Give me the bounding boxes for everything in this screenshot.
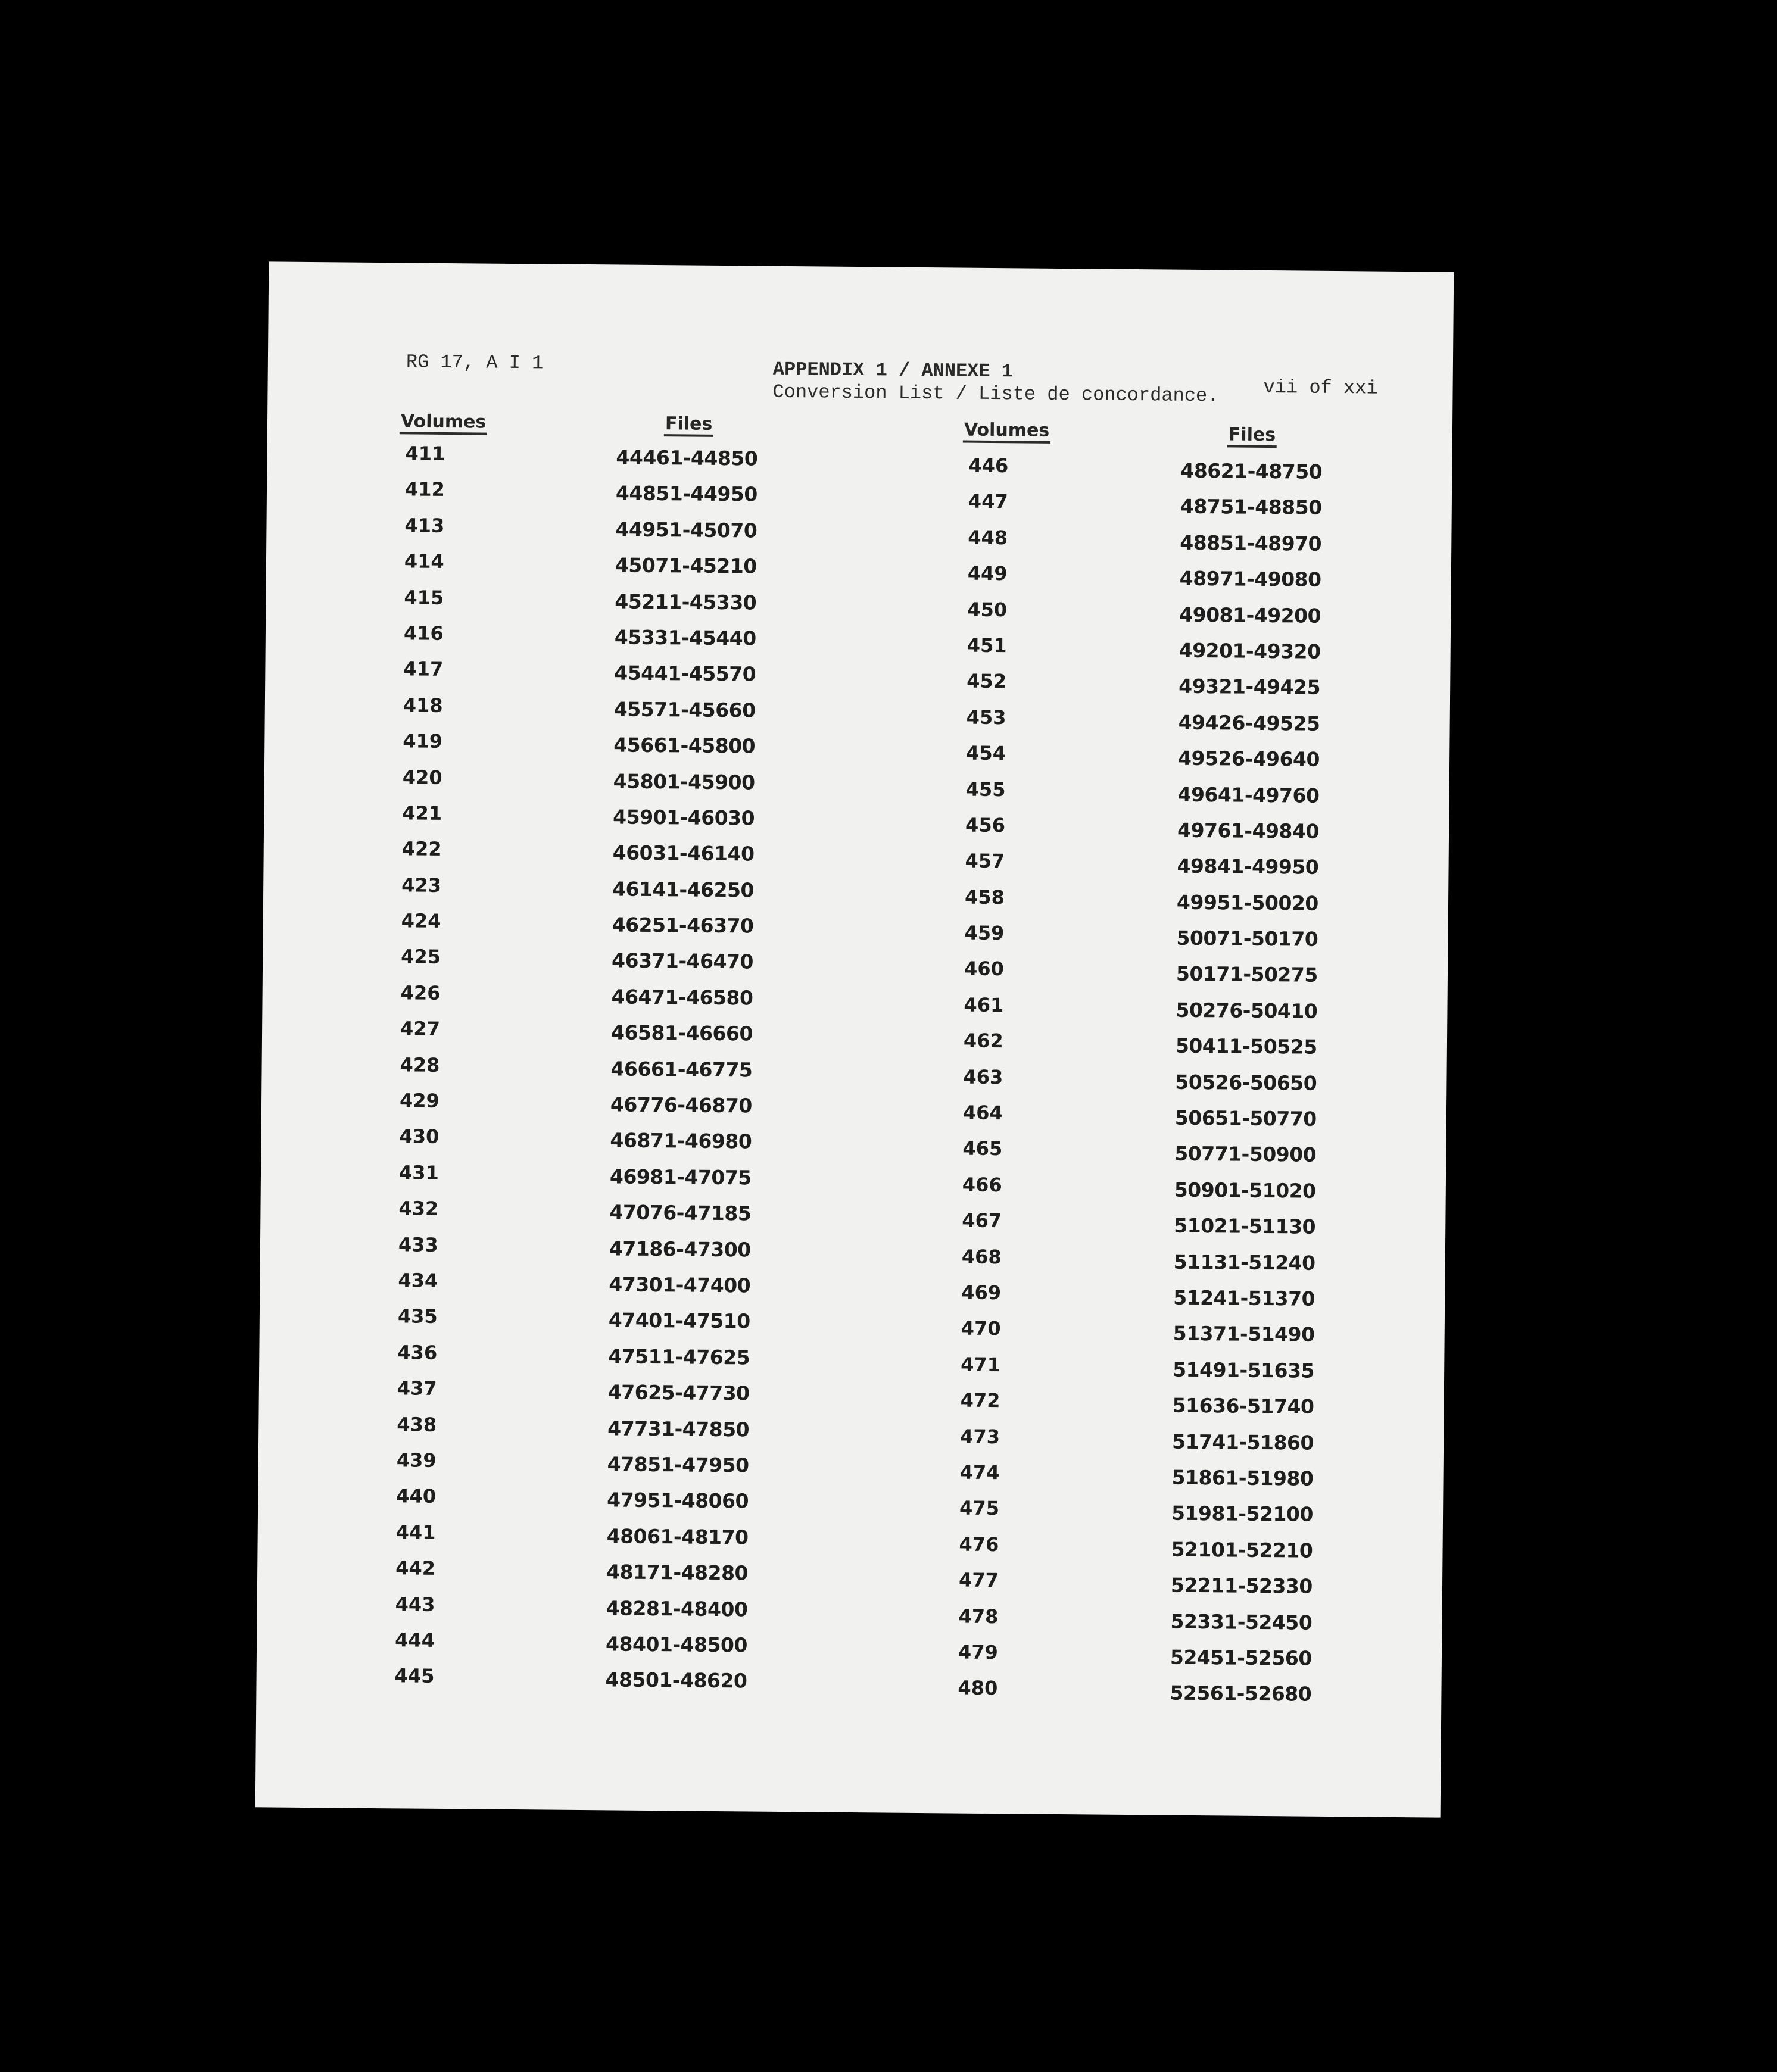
file-range: 49641-49760 <box>1177 782 1320 807</box>
volume-number: 459 <box>964 921 1005 945</box>
volume-number: 411 <box>405 442 445 465</box>
left-volumes-column <box>394 435 445 1694</box>
file-range: 50411-50525 <box>1175 1034 1317 1059</box>
volume-number: 468 <box>961 1245 1002 1268</box>
volume-number: 433 <box>398 1232 438 1256</box>
file-range: 45211-45330 <box>615 589 757 614</box>
volume-number: 420 <box>402 765 442 789</box>
file-range: 47951-48060 <box>607 1488 749 1513</box>
volume-number: 429 <box>399 1089 440 1112</box>
volume-number: 462 <box>963 1029 1003 1053</box>
volume-number: 421 <box>402 801 442 825</box>
volume-number: 477 <box>958 1568 999 1592</box>
file-range: 44851-44950 <box>615 481 757 506</box>
file-range: 51491-51635 <box>1173 1358 1315 1383</box>
file-range: 46981-47075 <box>609 1165 752 1190</box>
file-range: 51371-51490 <box>1173 1322 1315 1347</box>
file-range: 50276-50410 <box>1176 998 1318 1023</box>
volume-number: 455 <box>965 778 1006 801</box>
volume-number: 454 <box>966 741 1006 765</box>
file-range: 47625-47730 <box>607 1380 750 1405</box>
file-range: 51131-51240 <box>1173 1250 1315 1275</box>
volume-number: 424 <box>401 909 441 933</box>
volume-number: 418 <box>403 694 443 717</box>
appendix-title: APPENDIX 1 / ANNEXE 1 <box>772 358 1014 383</box>
volume-number: 461 <box>964 993 1004 1017</box>
file-range: 52101-52210 <box>1171 1537 1313 1562</box>
volume-number: 467 <box>962 1209 1002 1232</box>
file-range: 52331-52450 <box>1170 1609 1313 1634</box>
page-title <box>772 358 1219 408</box>
volume-number: 463 <box>963 1065 1003 1088</box>
file-range: 48501-48620 <box>605 1668 747 1693</box>
volume-number: 476 <box>959 1533 999 1556</box>
volume-number: 438 <box>397 1412 437 1436</box>
file-range: 47301-47400 <box>609 1272 751 1297</box>
volume-number: 473 <box>960 1425 1000 1448</box>
series-reference: RG 17, A I 1 <box>406 351 544 375</box>
volume-number: 415 <box>404 585 444 609</box>
file-range: 52451-52560 <box>1170 1645 1312 1670</box>
volume-number: 440 <box>396 1484 437 1508</box>
volume-number: 456 <box>965 813 1006 837</box>
column-header-files-left: Files <box>664 414 714 437</box>
file-range: 50651-50770 <box>1174 1106 1317 1131</box>
volume-number: 422 <box>401 837 442 861</box>
file-range: 51741-51860 <box>1171 1430 1314 1455</box>
volume-number: 472 <box>960 1388 1000 1412</box>
volume-number: 417 <box>403 657 444 681</box>
volume-number: 470 <box>961 1316 1001 1340</box>
file-range: 45331-45440 <box>614 625 756 650</box>
file-range: 46141-46250 <box>612 877 755 902</box>
volume-number: 446 <box>968 454 1009 478</box>
file-range: 50171-50275 <box>1176 962 1318 987</box>
file-range: 45661-45800 <box>613 733 756 758</box>
file-range: 47401-47510 <box>608 1308 750 1333</box>
file-range: 44461-44850 <box>616 445 758 470</box>
file-range: 46471-46580 <box>611 985 753 1010</box>
volume-number: 480 <box>958 1676 998 1700</box>
volume-number: 442 <box>395 1556 436 1580</box>
volume-number: 448 <box>968 526 1008 549</box>
file-range: 46661-46775 <box>610 1057 753 1082</box>
volume-number: 450 <box>967 598 1008 621</box>
volume-number: 439 <box>396 1449 437 1472</box>
file-range: 48971-49080 <box>1179 566 1321 591</box>
file-range: 45801-45900 <box>613 769 755 794</box>
volume-number: 444 <box>395 1628 435 1652</box>
file-range: 50526-50650 <box>1175 1070 1317 1095</box>
column-header-files-right: Files <box>1227 425 1277 448</box>
volume-number: 458 <box>964 885 1005 909</box>
file-range: 49841-49950 <box>1177 854 1319 879</box>
file-range: 52561-52680 <box>1170 1681 1312 1706</box>
file-range: 48061-48170 <box>606 1524 749 1549</box>
volume-number: 431 <box>398 1161 439 1184</box>
volume-number: 466 <box>962 1173 1002 1196</box>
volume-number: 464 <box>962 1101 1003 1125</box>
volume-number: 423 <box>401 873 442 897</box>
file-range: 50771-50900 <box>1174 1142 1317 1167</box>
file-range: 46871-46980 <box>610 1128 752 1153</box>
volume-number: 427 <box>400 1017 441 1041</box>
file-range: 47731-47850 <box>607 1416 750 1441</box>
file-range: 49321-49425 <box>1179 675 1321 700</box>
file-range: 49081-49200 <box>1179 603 1321 628</box>
file-range: 48851-48970 <box>1180 531 1322 556</box>
file-range: 50901-51020 <box>1174 1178 1316 1203</box>
volume-number: 453 <box>966 706 1006 729</box>
file-range: 49951-50020 <box>1176 890 1319 915</box>
volume-number: 478 <box>958 1605 999 1628</box>
file-range: 51241-51370 <box>1173 1285 1315 1310</box>
volume-number: 469 <box>961 1281 1002 1305</box>
volume-number: 451 <box>967 634 1007 657</box>
right-files-column <box>1170 453 1322 1713</box>
volume-number: 445 <box>394 1664 435 1688</box>
column-header-volumes-right: Volumes <box>963 420 1051 444</box>
file-range: 44951-45070 <box>615 517 757 542</box>
file-range: 45441-45570 <box>614 661 756 686</box>
volume-number: 475 <box>959 1496 1000 1520</box>
file-range: 49201-49320 <box>1179 638 1321 663</box>
column-header-volumes-left: Volumes <box>400 411 488 435</box>
file-range: 49526-49640 <box>1177 746 1320 771</box>
left-files-column <box>605 439 757 1699</box>
file-range: 49761-49840 <box>1177 818 1320 843</box>
file-range: 48171-48280 <box>606 1560 749 1585</box>
volume-number: 474 <box>959 1461 1000 1484</box>
volume-number: 447 <box>968 490 1008 513</box>
volume-number: 416 <box>403 622 444 645</box>
volume-number: 428 <box>400 1053 440 1076</box>
file-range: 45901-46030 <box>613 805 755 830</box>
page-number: vii of xxi <box>1263 376 1378 400</box>
file-range: 46251-46370 <box>612 913 754 938</box>
file-range: 48401-48500 <box>605 1632 748 1657</box>
file-range: 46371-46470 <box>611 948 754 973</box>
volume-number: 426 <box>400 981 441 1004</box>
volume-number: 479 <box>958 1640 998 1664</box>
volume-number: 443 <box>395 1592 435 1616</box>
volume-number: 465 <box>962 1137 1003 1160</box>
volume-number: 419 <box>403 729 443 753</box>
file-range: 49426-49525 <box>1178 710 1320 735</box>
file-range: 46581-46660 <box>610 1021 753 1046</box>
volume-number: 471 <box>961 1353 1001 1376</box>
file-range: 46031-46140 <box>612 841 755 866</box>
volume-number: 441 <box>395 1521 436 1544</box>
volume-number: 430 <box>399 1125 439 1149</box>
file-range: 51861-51980 <box>1171 1465 1314 1490</box>
file-range: 47186-47300 <box>609 1237 751 1262</box>
file-range: 51636-51740 <box>1172 1393 1314 1418</box>
file-range: 47076-47185 <box>609 1200 752 1225</box>
volume-number: 460 <box>964 957 1005 981</box>
volume-number: 434 <box>398 1269 438 1292</box>
volume-number: 412 <box>404 478 445 501</box>
file-range: 45571-45660 <box>613 697 756 722</box>
file-range: 48281-48400 <box>606 1596 748 1621</box>
file-range: 47851-47950 <box>607 1452 749 1477</box>
file-range: 51981-52100 <box>1171 1502 1314 1527</box>
file-range: 48621-48750 <box>1180 458 1323 483</box>
volume-number: 452 <box>967 669 1007 693</box>
file-range: 52211-52330 <box>1170 1573 1313 1598</box>
file-range: 51021-51130 <box>1174 1213 1316 1238</box>
volume-number: 414 <box>404 550 444 573</box>
file-range: 48751-48850 <box>1180 495 1322 520</box>
volume-number: 449 <box>967 561 1008 585</box>
volume-number: 432 <box>398 1197 439 1221</box>
volume-number: 437 <box>397 1377 437 1400</box>
document-page <box>255 261 1454 1817</box>
file-range: 50071-50170 <box>1176 926 1318 951</box>
file-range: 47511-47625 <box>608 1344 750 1369</box>
volume-number: 435 <box>397 1305 438 1328</box>
file-range: 45071-45210 <box>615 553 757 578</box>
file-range: 46776-46870 <box>610 1093 753 1118</box>
list-subtitle: Conversion List / Liste de concordance. <box>772 380 1219 407</box>
volume-number: 413 <box>404 514 445 537</box>
volume-number: 436 <box>397 1341 438 1364</box>
volume-number: 457 <box>965 849 1005 873</box>
volume-number: 425 <box>401 945 441 969</box>
right-volumes-column <box>958 448 1008 1706</box>
